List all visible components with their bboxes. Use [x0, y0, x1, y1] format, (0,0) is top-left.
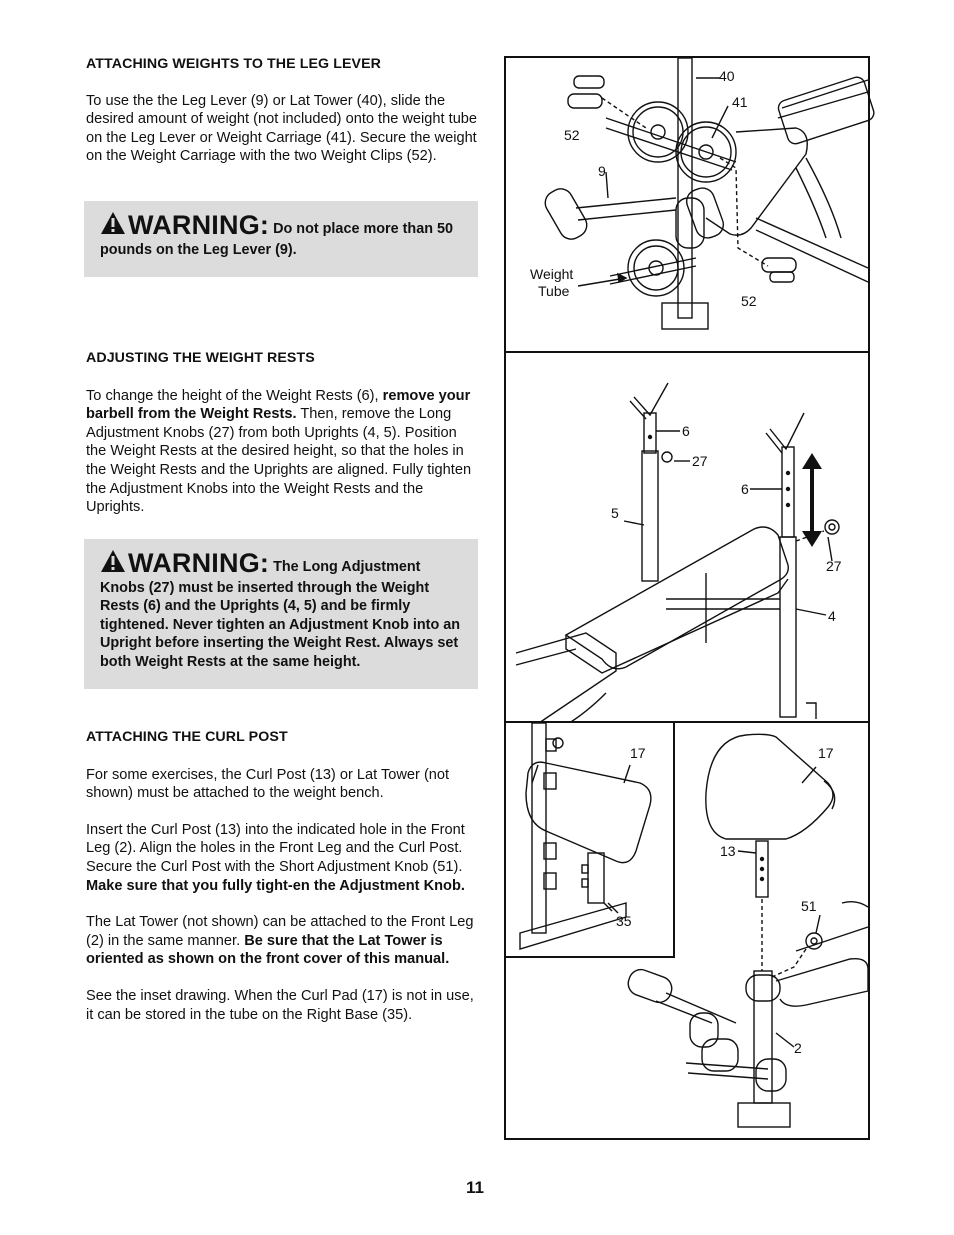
figure-inset-storage [504, 721, 675, 958]
label-6b: 6 [741, 481, 749, 497]
warning-triangle-icon [100, 211, 126, 241]
label-4: 4 [828, 608, 836, 624]
weight-rests-illustration [506, 353, 872, 725]
section-weight-rests [86, 349, 478, 517]
section-curl-post [86, 728, 478, 1024]
body-text: To change the height of the Weight Rests (6), [86, 387, 383, 404]
label-6: 6 [682, 423, 690, 439]
heading-weight-rests: ADJUSTING THE WEIGHT RESTS [86, 350, 315, 366]
warning-title: WARNING: [128, 548, 270, 578]
figure-weight-rests [504, 351, 870, 723]
warning-title: WARNING: [128, 210, 270, 240]
label-40: 40 [719, 68, 735, 84]
heading-curl-post: ATTACHING THE CURL POST [86, 729, 288, 745]
label-2: 2 [794, 1040, 802, 1056]
body-curl-post-3 [86, 913, 478, 969]
warning-text: The Long Adjustment Knobs (27) must be inserted through the Weight Rests (6) and the Uprights (4, 5) and be firmly tightened. Never tighten an Adjustment Knob into an Upright before inserting the Weight Rest. Always set both Weight Rests at the same height. [100, 559, 461, 670]
label-52: 52 [564, 127, 580, 143]
body-emphasis: remove your barbell from the Weight Rests. [86, 387, 471, 423]
body-curl-post-4: See the inset drawing. When the Curl Pad (17) is not in use, it can be stored in the tube on the Right Base (35). [86, 987, 474, 1023]
section-leg-lever [86, 55, 478, 166]
label-weight: Weight [530, 266, 574, 282]
page-number: 11 [466, 1178, 484, 1197]
label-13: 13 [720, 843, 736, 859]
body-curl-post-1: For some exercises, the Curl Post (13) or Lat Tower (not shown) must be attached to the weight bench. [86, 766, 450, 802]
warning-box-2 [84, 539, 478, 689]
body-text: The Lat Tower (not shown) can be attached to the Front Leg (2) in the same manner. [86, 914, 474, 949]
body-text: Insert the Curl Post (13) into the indicated hole in the Front Leg (2). Align the holes in the Front Leg and the Curl Post. Secure the Curl Post with the Short Adjustment Knob (51). [86, 821, 465, 875]
heading-leg-lever: ATTACHING WEIGHTS TO THE LEG LEVER [86, 56, 382, 72]
label-inset-17: 17 [630, 745, 646, 761]
label-9: 9 [598, 163, 606, 179]
body-emphasis: Make sure that you fully tight-en the Adjustment Knob. [86, 877, 465, 894]
warning-triangle-icon [100, 549, 126, 579]
body-leg-lever: To use the the Leg Lever (9) or Lat Tower (40), slide the desired amount of weight (not included) onto the weight tube on the Leg Lever or Weight Carriage (41). Secure the weight on the Weight Carriage with the two Weight Clips (52). [86, 92, 478, 165]
warning-box-1 [84, 201, 478, 277]
body-curl-post-2 [86, 821, 478, 895]
label-5: 5 [611, 505, 619, 521]
label-35: 35 [616, 913, 632, 929]
curl-pad-storage-illustration [506, 723, 677, 960]
label-tube: Tube [538, 283, 570, 299]
figure-leg-lever [504, 56, 870, 353]
body-emphasis: Be sure that the Lat Tower is oriented as shown on the front cover of this manual. [86, 932, 450, 968]
label-27: 27 [692, 453, 708, 469]
label-27b: 27 [826, 558, 842, 574]
label-17: 17 [818, 745, 834, 761]
label-41: 41 [732, 94, 748, 110]
leg-lever-illustration [506, 58, 872, 355]
label-51: 51 [801, 898, 817, 914]
warning-text: Do not place more than 50 pounds on the Leg Lever (9). [100, 221, 454, 258]
body-text: Then, remove the Long Adjustment Knobs (27) from both Uprights (4, 5). Position the Weight Rests at the desired height, so that the holes in the Weight Rests and the Uprights are aligned. Fully tighten the Adjustment Knobs into the Weight Rests and the Uprights. [86, 406, 472, 516]
body-weight-rests [86, 387, 478, 517]
label-52b: 52 [741, 293, 757, 309]
